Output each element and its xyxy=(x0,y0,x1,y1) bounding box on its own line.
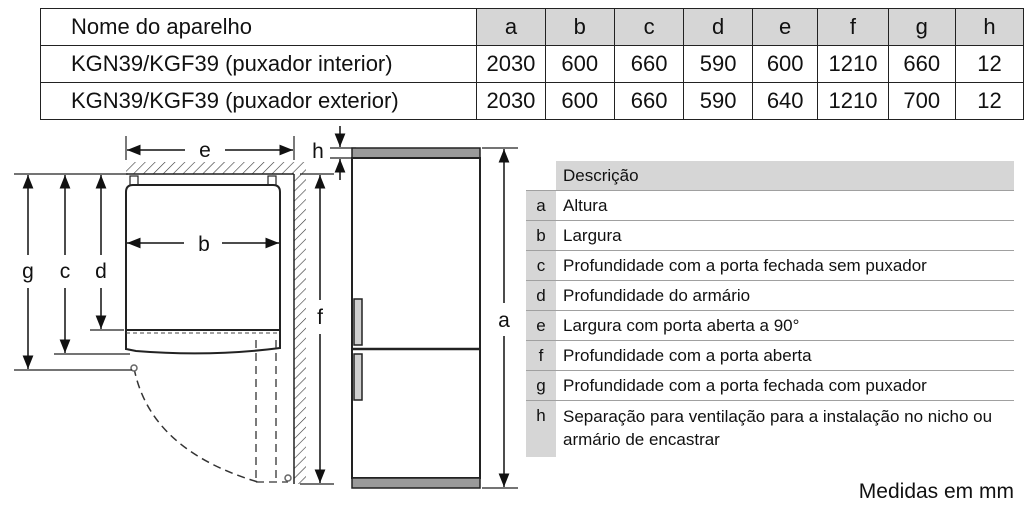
cabinet-body-top-view xyxy=(126,185,280,330)
table-cell: 700 xyxy=(888,83,956,120)
legend-key xyxy=(526,161,556,190)
legend-key: e xyxy=(526,311,556,340)
fridge-front-view xyxy=(352,158,480,478)
legend-text: Profundidade do armário xyxy=(563,286,751,305)
dim-a-label: a xyxy=(498,309,510,332)
legend-row xyxy=(526,371,1014,401)
legend-key: c xyxy=(526,251,556,280)
legend-row xyxy=(526,191,1014,221)
legend-text: Largura com porta aberta a 90° xyxy=(563,316,800,335)
table-cell: 600 xyxy=(752,46,818,83)
description-legend xyxy=(526,161,1014,457)
dim-b-label: b xyxy=(198,233,210,256)
legend-row xyxy=(526,281,1014,311)
legend-key: a xyxy=(526,191,556,220)
legend-row xyxy=(526,251,1014,281)
legend-text: Largura xyxy=(563,226,622,245)
legend-row xyxy=(526,401,1014,457)
table-cell: 590 xyxy=(684,46,752,83)
header-cell: d xyxy=(684,9,752,46)
table-cell: 12 xyxy=(956,46,1024,83)
legend-header xyxy=(526,161,1014,191)
header-cell: h xyxy=(956,9,1024,46)
dim-d-label: d xyxy=(95,260,107,283)
upper-door-handle xyxy=(354,299,362,345)
header-cell: e xyxy=(752,9,818,46)
units-footnote: Medidas em mm xyxy=(858,480,1014,503)
header-cell: g xyxy=(888,9,956,46)
legend-text: Altura xyxy=(563,196,608,215)
lower-door-handle xyxy=(354,354,362,400)
door-top-view xyxy=(126,330,280,353)
header-cell: Nome do aparelho xyxy=(41,9,477,46)
legend-key: b xyxy=(526,221,556,250)
wall-side xyxy=(294,174,306,484)
legend-key: f xyxy=(526,341,556,370)
dim-h-label: h xyxy=(312,140,324,163)
table-cell: 660 xyxy=(614,46,683,83)
legend-text: Profundidade com a porta aberta xyxy=(563,346,812,365)
header-cell: c xyxy=(614,9,683,46)
wall-top xyxy=(126,162,306,174)
fridge-top-cap xyxy=(352,148,480,158)
fridge-plinth xyxy=(352,478,480,488)
table-cell: 12 xyxy=(956,83,1024,120)
door-swing-arc xyxy=(134,368,258,482)
table-cell: KGN39/KGF39 (puxador exterior) xyxy=(41,83,477,120)
table-cell: 1210 xyxy=(818,83,888,120)
dim-c-label: c xyxy=(59,260,71,283)
table-cell: 1210 xyxy=(818,46,888,83)
legend-text: Profundidade com a porta fechada sem puxador xyxy=(563,256,927,275)
hinge-point-open xyxy=(285,475,291,481)
legend-key: g xyxy=(526,371,556,400)
dim-e-label: e xyxy=(199,139,211,162)
legend-key: h xyxy=(526,401,556,457)
legend-title: Descrição xyxy=(556,161,1014,190)
header-cell: b xyxy=(545,9,614,46)
table-cell: 640 xyxy=(752,83,818,120)
legend-row xyxy=(526,341,1014,371)
table-cell: KGN39/KGF39 (puxador interior) xyxy=(41,46,477,83)
table-cell: 600 xyxy=(545,83,614,120)
table-cell: 2030 xyxy=(477,46,545,83)
legend-text: Profundidade com a porta fechada com puxador xyxy=(563,376,927,395)
legend-text: Separação para ventilação para a instalação no nicho ou armário de encastrar xyxy=(563,407,993,449)
header-cell: f xyxy=(818,9,888,46)
table-cell: 590 xyxy=(684,83,752,120)
legend-key: d xyxy=(526,281,556,310)
dim-g-label: g xyxy=(22,260,34,283)
table-cell: 2030 xyxy=(477,83,545,120)
legend-row xyxy=(526,221,1014,251)
table-cell: 660 xyxy=(888,46,956,83)
legend-row xyxy=(526,311,1014,341)
dim-f-label: f xyxy=(317,306,323,329)
table-cell: 660 xyxy=(614,83,683,120)
table-cell: 600 xyxy=(545,46,614,83)
header-cell: a xyxy=(477,9,545,46)
